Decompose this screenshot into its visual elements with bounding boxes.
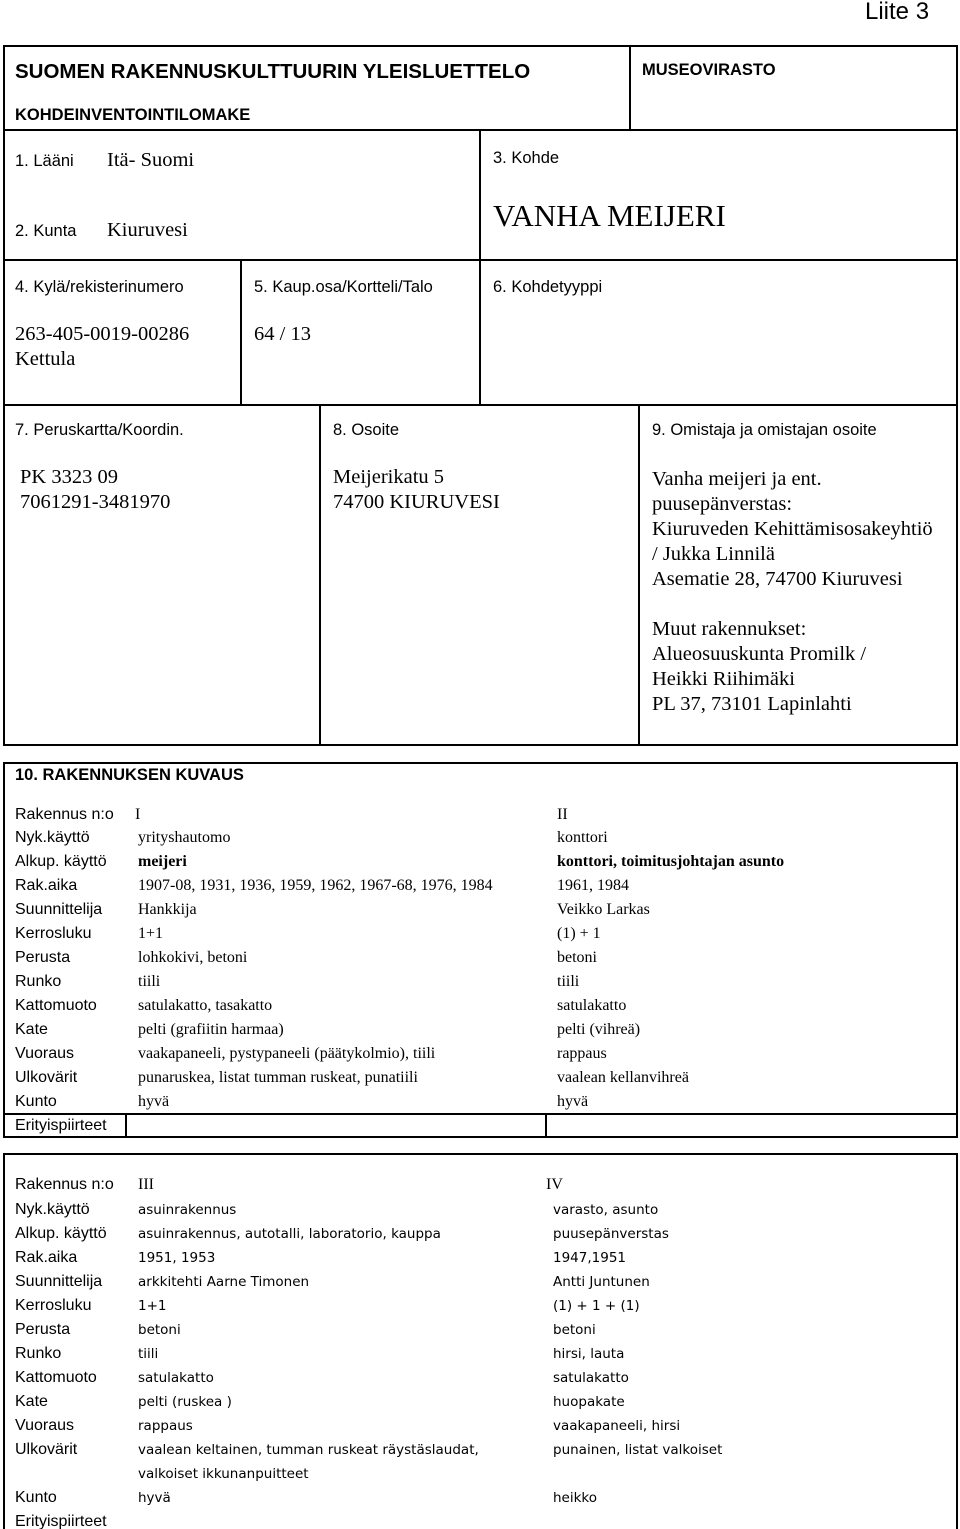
- omistaja-value: [652, 467, 933, 592]
- building-description-frame-2-clip: [0, 1153, 960, 1529]
- building-number-label: Rakennus n:o: [15, 1176, 114, 1193]
- building-iii-value: asuinrakennus: [138, 1202, 237, 1218]
- kaupunginosa-label: 5. Kaup.osa/Kortteli/Talo: [254, 278, 433, 296]
- row-label: Nyk.käyttö: [15, 1201, 90, 1218]
- row-label: Kattomuoto: [15, 997, 97, 1014]
- building-ii-value: pelti (vihreä): [557, 1021, 641, 1038]
- omistaja-line: Vanha meijeri ja ent.: [652, 468, 822, 490]
- building-iii-value: hyvä: [138, 1490, 171, 1506]
- building-iv-value: huopakate: [553, 1394, 625, 1410]
- laani-label: 1. Lääni: [15, 152, 74, 170]
- table-row: [0, 1438, 960, 1462]
- row-label: Kunto: [15, 1093, 57, 1110]
- row-label: Vuoraus: [15, 1045, 74, 1062]
- building-iii-value: vaalean keltainen, tumman ruskeat räystäslaudat,: [138, 1442, 479, 1458]
- row-label: Kerrosluku: [15, 1297, 92, 1314]
- building-iv-value: varasto, asunto: [553, 1202, 659, 1218]
- kohde-label: 3. Kohde: [493, 149, 560, 167]
- building-iii-value: arkkitehti Aarne Timonen: [138, 1274, 310, 1290]
- building-iii-value: 1951, 1953: [138, 1250, 216, 1266]
- building-ii-value: betoni: [557, 949, 597, 966]
- building-i-value: yrityshautomo: [138, 829, 231, 846]
- divider: [125, 1114, 127, 1137]
- table-row: [0, 946, 960, 970]
- table-row: [0, 922, 960, 946]
- building-i-value: 1907-08, 1931, 1936, 1959, 1962, 1967-68, 1976, 1984: [138, 877, 493, 894]
- omistaja-line: Kiuruveden Kehittämisosakeyhtiö: [652, 518, 933, 540]
- kaupunginosa-value: 64 / 13: [254, 323, 311, 345]
- osoite-label: 8. Osoite: [333, 421, 400, 439]
- omistaja-line: / Jukka Linnilä: [652, 543, 775, 565]
- building-iii-value: betoni: [138, 1322, 181, 1338]
- omistaja-line: Asematie 28, 74700 Kiuruvesi: [652, 568, 903, 590]
- attachment-label: Liite 3: [865, 0, 930, 25]
- building-table-1: [0, 826, 960, 1138]
- divider: [638, 405, 640, 745]
- table-row: [0, 1246, 960, 1270]
- table-row: [0, 1114, 960, 1138]
- omistaja-label: 9. Omistaja ja omistajan osoite: [652, 421, 877, 439]
- row-label: Kerrosluku: [15, 925, 92, 942]
- building-iv-value: Antti Juntunen: [553, 1274, 650, 1290]
- peruskartta-line: 7061291-3481970: [20, 491, 171, 513]
- agency-name: MUSEOVIRASTO: [642, 61, 776, 79]
- table-row: [0, 994, 960, 1018]
- building-ii-value: hyvä: [557, 1093, 589, 1110]
- building-i-value: Hankkija: [138, 901, 197, 918]
- row-label: Alkup. käyttö: [15, 1225, 107, 1242]
- table-row: [0, 1066, 960, 1090]
- kunta-value: Kiuruvesi: [107, 219, 188, 241]
- row-label: Suunnittelija: [15, 901, 103, 918]
- other-buildings-line: Alueosuuskunta Promilk /: [652, 643, 867, 665]
- building-i-value: pelti (grafiitin harmaa): [138, 1021, 284, 1038]
- table-row: [0, 1414, 960, 1438]
- divider: [479, 130, 481, 405]
- divider: [545, 1114, 547, 1137]
- table-row: [0, 1462, 960, 1486]
- section-title: 10. RAKENNUKSEN KUVAUS: [15, 766, 244, 784]
- building-i-value: tiili: [138, 973, 161, 990]
- divider: [629, 45, 631, 130]
- building-ii-value: vaalean kellanvihreä: [557, 1069, 689, 1086]
- other-buildings-owner: [652, 617, 866, 717]
- table-row: [0, 1318, 960, 1342]
- kohdetyyppi-label: 6. Kohdetyyppi: [493, 278, 603, 296]
- building-iv-value: puusepänverstas: [553, 1226, 669, 1242]
- kunta-label: 2. Kunta: [15, 222, 77, 240]
- table-row: [0, 874, 960, 898]
- row-label: Erityispiirteet: [15, 1513, 107, 1529]
- row-label: Perusta: [15, 1321, 71, 1338]
- building-number: IV: [546, 1176, 563, 1193]
- table-row: [0, 1294, 960, 1318]
- building-ii-value: (1) + 1: [557, 925, 601, 942]
- kohde-value: VANHA MEIJERI: [493, 198, 726, 233]
- building-iv-value: 1947,1951: [553, 1250, 627, 1266]
- form-title: SUOMEN RAKENNUSKULTTUURIN YLEISLUETTELO: [15, 60, 531, 83]
- table-row: [0, 1366, 960, 1390]
- building-i-value: satulakatto, tasakatto: [138, 997, 273, 1014]
- divider: [3, 1113, 958, 1115]
- table-row: [0, 1222, 960, 1246]
- building-number-label: Rakennus n:o: [15, 806, 114, 823]
- building-iv-value: satulakatto: [553, 1370, 629, 1386]
- row-label: Vuoraus: [15, 1417, 74, 1434]
- building-i-value: hyvä: [138, 1093, 170, 1110]
- building-i-value: punaruskea, listat tumman ruskeat, punatiili: [138, 1069, 418, 1086]
- osoite-value: [333, 465, 500, 515]
- kyla-line: 263-405-0019-00286: [15, 323, 190, 345]
- divider: [319, 405, 321, 745]
- building-number: II: [557, 806, 568, 823]
- building-i-value: 1+1: [138, 925, 164, 942]
- form-subtitle: KOHDEINVENTOINTILOMAKE: [15, 106, 251, 124]
- building-iii-value: satulakatto: [138, 1370, 214, 1386]
- building-iv-value: punainen, listat valkoiset: [553, 1442, 723, 1458]
- building-ii-value: konttori, toimitusjohtajan asunto: [557, 853, 785, 870]
- row-label: Runko: [15, 973, 62, 990]
- table-row: [0, 1042, 960, 1066]
- building-ii-value: tiili: [557, 973, 580, 990]
- peruskartta-label: 7. Peruskartta/Koordin.: [15, 421, 184, 439]
- divider: [240, 260, 242, 405]
- building-number: I: [135, 806, 141, 823]
- kyla-line: Kettula: [15, 348, 76, 370]
- building-iv-value: (1) + 1 + (1): [553, 1298, 640, 1314]
- building-iii-value: valkoiset ikkunanpuitteet: [138, 1466, 309, 1482]
- table-row: [0, 850, 960, 874]
- osoite-line: 74700 KIURUVESI: [333, 491, 500, 513]
- table-row: [0, 1090, 960, 1114]
- building-iv-value: heikko: [553, 1490, 598, 1506]
- peruskartta-value: [20, 465, 170, 515]
- building-iii-value: asuinrakennus, autotalli, laboratorio, kauppa: [138, 1226, 441, 1242]
- building-ii-value: 1961, 1984: [557, 877, 629, 894]
- kyla-label: 4. Kylä/rekisterinumero: [15, 278, 184, 296]
- row-label: Ulkovärit: [15, 1069, 78, 1086]
- building-iii-value: tiili: [138, 1346, 159, 1362]
- building-ii-value: Veikko Larkas: [557, 901, 650, 918]
- table-row: [0, 1390, 960, 1414]
- row-label: Kattomuoto: [15, 1369, 97, 1386]
- other-buildings-line: Muut rakennukset:: [652, 618, 807, 640]
- omistaja-line: puusepänverstas:: [652, 493, 793, 515]
- building-ii-value: satulakatto: [557, 997, 627, 1014]
- building-iii-value: pelti (ruskea ): [138, 1394, 232, 1410]
- row-label: Nyk.käyttö: [15, 829, 90, 846]
- building-ii-value: konttori: [557, 829, 608, 846]
- building-iv-value: betoni: [553, 1322, 596, 1338]
- row-label: Ulkovärit: [15, 1441, 78, 1458]
- building-iii-value: rappaus: [138, 1418, 193, 1434]
- table-row: [0, 1510, 960, 1529]
- row-label: Kunto: [15, 1489, 57, 1506]
- building-i-value: lohkokivi, betoni: [138, 949, 248, 966]
- row-label: Rak.aika: [15, 877, 78, 894]
- other-buildings-line: PL 37, 73101 Lapinlahti: [652, 693, 852, 715]
- row-label: Perusta: [15, 949, 71, 966]
- peruskartta-line: PK 3323 09: [20, 466, 118, 488]
- table-row: [0, 1018, 960, 1042]
- building-i-value: meijeri: [138, 853, 187, 870]
- table-row: [0, 1198, 960, 1222]
- row-label: Kate: [15, 1393, 48, 1410]
- table-row: [0, 898, 960, 922]
- table-row: [0, 1270, 960, 1294]
- table-row: [0, 1486, 960, 1510]
- building-iii-value: 1+1: [138, 1298, 167, 1314]
- table-row: [0, 970, 960, 994]
- table-row: [0, 826, 960, 850]
- building-i-value: vaakapaneeli, pystypaneeli (päätykolmio), tiili: [138, 1045, 436, 1062]
- row-label: Suunnittelija: [15, 1273, 103, 1290]
- table-row: [0, 1342, 960, 1366]
- row-label: Alkup. käyttö: [15, 853, 107, 870]
- building-table-2: [0, 1198, 960, 1529]
- laani-value: Itä- Suomi: [107, 149, 195, 171]
- row-label: Runko: [15, 1345, 62, 1362]
- building-ii-value: rappaus: [557, 1045, 607, 1062]
- row-label: Erityispiirteet: [15, 1117, 107, 1134]
- building-iv-value: hirsi, lauta: [553, 1346, 625, 1362]
- building-iv-value: vaakapaneeli, hirsi: [553, 1418, 681, 1434]
- building-number: III: [138, 1176, 154, 1193]
- osoite-line: Meijerikatu 5: [333, 466, 445, 488]
- kyla-value: [15, 322, 189, 372]
- row-label: Kate: [15, 1021, 48, 1038]
- other-buildings-line: Heikki Riihimäki: [652, 668, 795, 690]
- row-label: Rak.aika: [15, 1249, 78, 1266]
